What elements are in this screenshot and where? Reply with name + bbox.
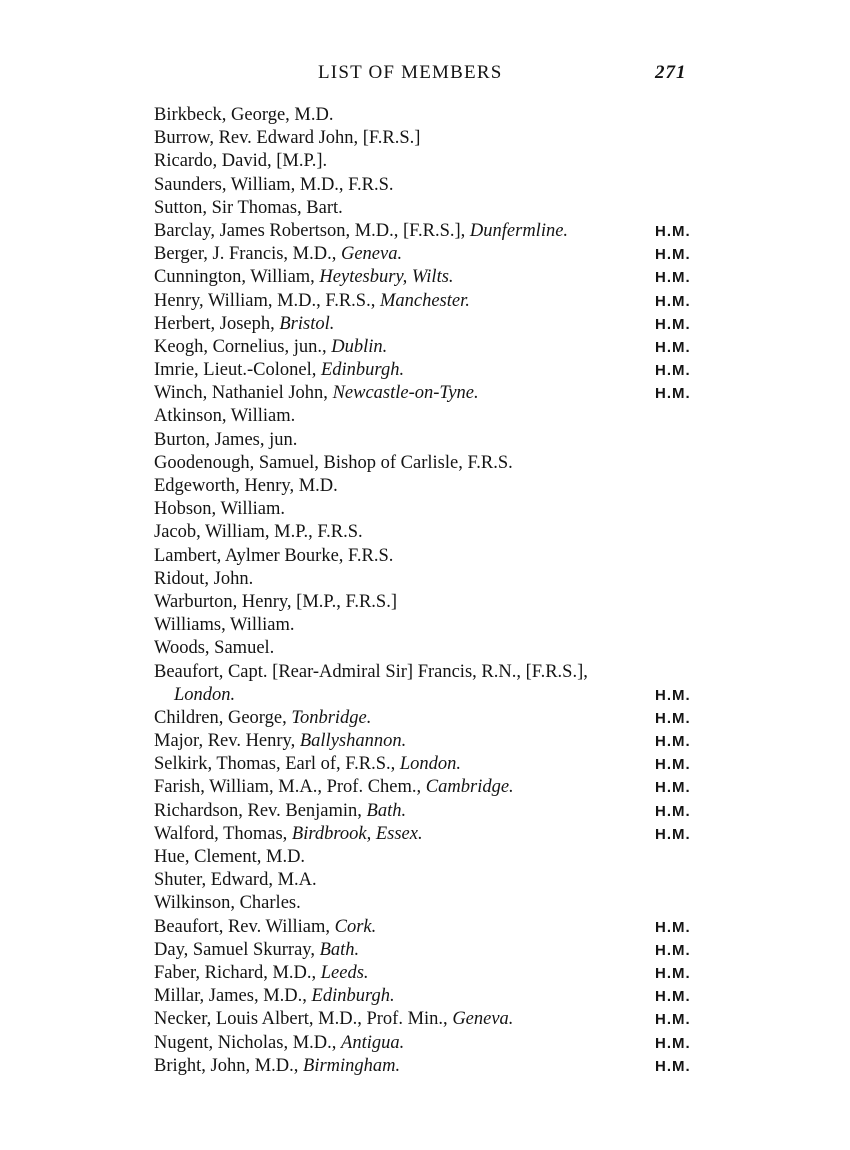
honorary-member-mark: H.M. (655, 269, 691, 287)
member-name (154, 800, 406, 823)
member-entry (154, 174, 714, 197)
member-name (154, 521, 363, 544)
member-entry (154, 916, 714, 939)
member-details: Jacob, William, M.P., F.R.S. (154, 522, 363, 543)
honorary-member-mark: H.M. (655, 385, 691, 403)
honorary-member-mark: H.M. (655, 1011, 691, 1029)
member-details: Winch, Nathaniel John, (154, 383, 333, 404)
member-details: Hobson, William. (154, 499, 285, 520)
member-name (154, 707, 371, 730)
member-details: Birkbeck, George, M.D. (154, 105, 334, 125)
honorary-member-mark: H.M. (655, 779, 691, 797)
member-details: Sutton, Sir Thomas, Bart. (154, 197, 343, 218)
member-details: Atkinson, William. (154, 406, 296, 427)
member-details: Barclay, James Robertson, M.D., [F.R.S.], (154, 220, 470, 241)
member-place: Antigua. (341, 1032, 405, 1053)
member-entry (154, 637, 714, 660)
member-entry (154, 336, 714, 359)
member-entry (154, 892, 714, 915)
member-name (154, 1032, 404, 1055)
member-entry (154, 545, 714, 568)
member-name (154, 962, 369, 985)
member-entry (154, 359, 714, 382)
member-name (174, 684, 235, 707)
honorary-member-mark: H.M. (655, 315, 691, 333)
member-entry (154, 985, 714, 1008)
member-entry (154, 266, 714, 289)
member-name (154, 753, 461, 776)
member-details: Woods, Samuel. (154, 638, 275, 659)
member-name (154, 568, 253, 591)
honorary-member-mark: H.M. (655, 292, 691, 310)
honorary-member-mark: H.M. (655, 246, 691, 264)
member-details: Farish, William, M.A., Prof. Chem., (154, 777, 426, 798)
member-place: Bristol. (279, 313, 335, 334)
member-name (154, 266, 454, 289)
member-name (154, 336, 387, 359)
member-name (154, 591, 397, 614)
honorary-member-mark: H.M. (655, 733, 691, 751)
member-name (154, 382, 479, 405)
member-name (154, 637, 274, 660)
member-details: Walford, Thomas, (154, 823, 292, 844)
member-details: Selkirk, Thomas, Earl of, F.R.S., (154, 754, 400, 775)
member-entry (154, 753, 714, 776)
running-head (0, 62, 850, 90)
member-entry (154, 869, 714, 892)
member-place: Birdbrook, Essex. (291, 823, 423, 844)
member-name (154, 823, 423, 846)
member-entry (154, 1032, 714, 1055)
member-entry (154, 475, 714, 498)
member-place: Bath. (319, 939, 360, 960)
member-entry (154, 823, 714, 846)
member-entry (154, 614, 714, 637)
member-entry (154, 104, 714, 127)
member-details: Cunnington, William, (154, 267, 320, 288)
member-entry (154, 730, 714, 753)
member-entry (154, 800, 714, 823)
member-place: London. (174, 684, 236, 705)
member-place: Edinburgh. (320, 360, 405, 381)
member-name (154, 869, 317, 892)
member-name (154, 846, 305, 869)
honorary-member-mark: H.M. (655, 709, 691, 727)
member-entry (154, 684, 714, 707)
member-details: Goodenough, Samuel, Bishop of Carlisle, F.R.S. (154, 452, 513, 473)
member-details: Herbert, Joseph, (154, 313, 280, 334)
member-details: Nugent, Nicholas, M.D., (154, 1032, 342, 1053)
member-place: Heytesbury, Wilts. (319, 267, 454, 288)
member-details: Children, George, (154, 707, 292, 728)
member-place: Tonbridge. (291, 707, 372, 728)
member-place: Birmingham. (303, 1055, 401, 1076)
member-name (154, 730, 406, 753)
member-details: Berger, J. Francis, M.D., (154, 244, 341, 265)
member-place: Bath. (366, 800, 407, 821)
member-details: Burrow, Rev. Edward John, [F.R.S.] (154, 128, 421, 149)
member-name (154, 916, 376, 939)
member-name (154, 220, 568, 243)
member-place: Newcastle-on-Tyne. (332, 383, 479, 404)
member-name (154, 1008, 513, 1031)
honorary-member-mark: H.M. (655, 964, 691, 982)
member-details: Millar, James, M.D., (154, 986, 312, 1007)
honorary-member-mark: H.M. (655, 825, 691, 843)
member-place: London. (399, 754, 462, 775)
honorary-member-mark: H.M. (655, 222, 691, 240)
member-entry (154, 313, 714, 336)
honorary-member-mark: H.M. (655, 338, 691, 356)
member-entry (154, 150, 714, 173)
honorary-member-mark: H.M. (655, 362, 691, 380)
honorary-member-mark: H.M. (655, 802, 691, 820)
member-details: Beaufort, Rev. William, (154, 916, 335, 937)
member-name (154, 776, 514, 799)
member-place: Leeds. (320, 962, 369, 983)
member-entry (154, 382, 714, 405)
member-name (154, 174, 394, 197)
member-place: Geneva. (340, 244, 403, 265)
member-entry (154, 1055, 714, 1078)
member-details: Major, Rev. Henry, (154, 731, 300, 752)
honorary-member-mark: H.M. (655, 918, 691, 936)
member-details: Keogh, Cornelius, jun., (154, 336, 332, 357)
page-number: 271 (655, 62, 687, 83)
member-name (154, 475, 338, 498)
member-name (154, 892, 301, 915)
member-place: Edinburgh. (311, 986, 395, 1007)
member-entry (154, 661, 714, 684)
member-entry (154, 220, 714, 243)
member-details: Beaufort, Capt. [Rear-Admiral Sir] Francis, R.N., [F.R.S.], (154, 661, 588, 682)
member-entry (154, 939, 714, 962)
member-details: Ricardo, David, [M.P.]. (154, 151, 328, 172)
member-name (154, 243, 402, 266)
member-place: Manchester. (379, 290, 470, 311)
honorary-member-mark: H.M. (655, 941, 691, 959)
honorary-member-mark: H.M. (655, 1034, 691, 1052)
member-name (154, 452, 513, 475)
members-list (154, 104, 714, 1078)
member-name (154, 150, 327, 173)
member-name (154, 614, 295, 637)
honorary-member-mark: H.M. (655, 1057, 691, 1075)
member-entry (154, 776, 714, 799)
member-details: Imrie, Lieut.-Colonel, (154, 360, 321, 381)
member-name (154, 661, 588, 684)
member-details: Warburton, Henry, [M.P., F.R.S.] (154, 591, 398, 612)
member-details: Bright, John, M.D., (154, 1055, 304, 1076)
member-entry (154, 429, 714, 452)
member-name (154, 359, 404, 382)
member-entry (154, 962, 714, 985)
member-details: Hue, Clement, M.D. (154, 847, 306, 867)
member-entry (154, 197, 714, 220)
member-details: Day, Samuel Skurray, (154, 939, 320, 960)
member-entry (154, 243, 714, 266)
member-details: Ridout, John. (154, 568, 254, 589)
member-name (154, 1055, 400, 1078)
member-entry (154, 290, 714, 313)
member-name (154, 313, 334, 336)
member-name (154, 498, 285, 521)
member-entry (154, 452, 714, 475)
member-entry (154, 405, 714, 428)
member-details: Edgeworth, Henry, M.D. (154, 476, 338, 496)
page-title: LIST OF MEMBERS (318, 62, 503, 83)
member-details: Henry, William, M.D., F.R.S., (154, 290, 380, 311)
member-name (154, 405, 295, 428)
member-name (154, 985, 395, 1008)
honorary-member-mark: H.M. (655, 686, 691, 704)
member-entry (154, 127, 714, 150)
member-name (154, 545, 393, 568)
member-details: Shuter, Edward, M.A. (154, 870, 317, 891)
member-entry (154, 846, 714, 869)
member-name (154, 197, 343, 220)
member-entry (154, 568, 714, 591)
member-entry (154, 591, 714, 614)
member-place: Geneva. (452, 1009, 514, 1030)
member-name (154, 429, 297, 452)
member-place: Cork. (334, 916, 377, 937)
honorary-member-mark: H.M. (655, 988, 691, 1006)
member-entry (154, 521, 714, 544)
member-details: Burton, James, jun. (154, 429, 298, 450)
member-entry (154, 707, 714, 730)
member-place: Cambridge. (425, 777, 514, 798)
member-details: Faber, Richard, M.D., (154, 962, 321, 983)
member-place: Ballyshannon. (299, 731, 407, 752)
member-name (154, 939, 359, 962)
member-place: Dublin. (331, 336, 388, 357)
member-details: Williams, William. (154, 615, 295, 636)
member-details: Wilkinson, Charles. (154, 893, 301, 914)
member-entry (154, 1008, 714, 1031)
member-details: Saunders, William, M.D., F.R.S. (154, 174, 394, 195)
member-details: Richardson, Rev. Benjamin, (154, 800, 367, 821)
honorary-member-mark: H.M. (655, 756, 691, 774)
member-place: Dunfermline. (469, 220, 569, 241)
member-name (154, 290, 470, 313)
member-details: Lambert, Aylmer Bourke, F.R.S. (154, 545, 394, 566)
member-details: Necker, Louis Albert, M.D., Prof. Min., (154, 1009, 453, 1030)
member-entry (154, 498, 714, 521)
member-name (154, 104, 333, 127)
member-name (154, 127, 420, 150)
